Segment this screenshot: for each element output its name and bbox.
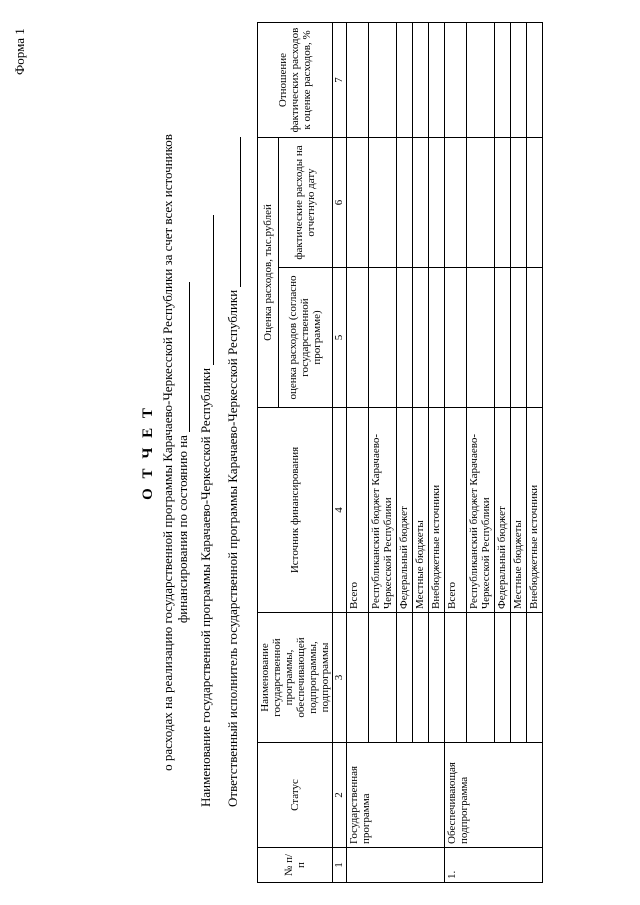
column-number-row: [333, 23, 347, 883]
funding-source-cell: Всего: [347, 408, 369, 613]
row-status: Обеспечивающая подпрограмма: [445, 743, 543, 848]
estimate-cell: [445, 268, 467, 408]
funding-source-cell: Внебюджетные источники: [429, 408, 445, 613]
program-name-cell: [527, 613, 543, 743]
column-number: 1: [333, 848, 347, 883]
program-name-field: [198, 215, 214, 807]
estimate-cell: [413, 268, 429, 408]
funding-source-cell: Республиканский бюджет Карачаево-Черкесской Республики: [369, 408, 397, 613]
estimate-cell: [429, 268, 445, 408]
estimate-cell: [397, 268, 413, 408]
row-number: [347, 848, 445, 883]
executor-blank: [228, 137, 241, 287]
form-label: Форма 1: [12, 28, 27, 75]
ratio-cell: [397, 23, 413, 138]
column-number: 6: [333, 138, 347, 268]
program-name-cell: [413, 613, 429, 743]
program-name-cell: [495, 613, 511, 743]
column-number: 7: [333, 23, 347, 138]
funding-source-cell: Федеральный бюджет: [397, 408, 413, 613]
funding-source-cell: Местные бюджеты: [511, 408, 527, 613]
subtitle-line-2: [175, 60, 190, 845]
row-number: 1.: [445, 848, 543, 883]
actual-cell: [413, 138, 429, 268]
program-name-cell: [347, 613, 369, 743]
header-num: № п/п: [258, 848, 333, 883]
report-title: О Т Ч Е Т: [140, 405, 156, 500]
ratio-cell: [347, 23, 369, 138]
executor-field: [225, 137, 241, 807]
estimate-cell: [511, 268, 527, 408]
funding-source-cell: Федеральный бюджет: [495, 408, 511, 613]
ratio-cell: [527, 23, 543, 138]
row-status: Государственная программа: [347, 743, 445, 848]
program-name-cell: [467, 613, 495, 743]
actual-cell: [397, 138, 413, 268]
column-number: 4: [333, 408, 347, 613]
report-subtitle: [160, 60, 190, 845]
actual-cell: [511, 138, 527, 268]
estimate-cell: [467, 268, 495, 408]
actual-cell: [527, 138, 543, 268]
actual-cell: [467, 138, 495, 268]
funding-source-cell: Внебюджетные источники: [527, 408, 543, 613]
ratio-cell: [429, 23, 445, 138]
header-row: [258, 23, 279, 883]
estimate-cell: [527, 268, 543, 408]
subtitle-date-label: финансирования по состоянию на: [175, 435, 190, 624]
program-name-cell: [429, 613, 445, 743]
estimate-cell: [369, 268, 397, 408]
estimate-cell: [347, 268, 369, 408]
funding-source-cell: Местные бюджеты: [413, 408, 429, 613]
program-name-cell: [397, 613, 413, 743]
estimate-cell: [495, 268, 511, 408]
ratio-cell: [369, 23, 397, 138]
column-number: 3: [333, 613, 347, 743]
program-name-cell: [369, 613, 397, 743]
funding-source-cell: Всего: [445, 408, 467, 613]
ratio-cell: [413, 23, 429, 138]
subtitle-line-1: о расходах на реализацию государственной программы Карачаево-Черкесской Республики за счет всех источников: [160, 134, 175, 771]
header-actual: фактические расходы на отчетную дату: [278, 138, 332, 268]
funding-source-cell: Республиканский бюджет Карачаево-Черкесской Республики: [467, 408, 495, 613]
actual-cell: [347, 138, 369, 268]
executor-label: Ответственный исполнитель государственной программы Карачаево-Черкесской Республики: [225, 289, 240, 807]
program-name-cell: [445, 613, 467, 743]
header-program-name: Наименование государственной программы, обеспечивающей подпрограммы, подпрограммы: [258, 613, 333, 743]
program-name-blank: [201, 215, 214, 365]
table-row: [347, 23, 369, 883]
program-name-label: Наименование государственной программы Карачаево-Черкесской Республики: [198, 367, 213, 807]
actual-cell: [369, 138, 397, 268]
header-ratio: Отношение фактических расходов к оценке расходов, %: [258, 23, 333, 138]
program-name-cell: [511, 613, 527, 743]
ratio-cell: [467, 23, 495, 138]
header-funding-source: Источник финансирования: [258, 408, 333, 613]
column-number: 2: [333, 743, 347, 848]
header-status: Статус: [258, 743, 333, 848]
actual-cell: [429, 138, 445, 268]
header-expense-estimate-group: Оценка расходов, тыс.рублей: [258, 138, 279, 408]
actual-cell: [495, 138, 511, 268]
ratio-cell: [511, 23, 527, 138]
ratio-cell: [445, 23, 467, 138]
header-estimate: оценка расходов (согласно государственной программе): [278, 268, 332, 408]
column-number: 5: [333, 268, 347, 408]
table-row: [445, 23, 467, 883]
date-blank-line: [177, 282, 190, 432]
actual-cell: [445, 138, 467, 268]
expense-report-table: [257, 22, 543, 883]
ratio-cell: [495, 23, 511, 138]
